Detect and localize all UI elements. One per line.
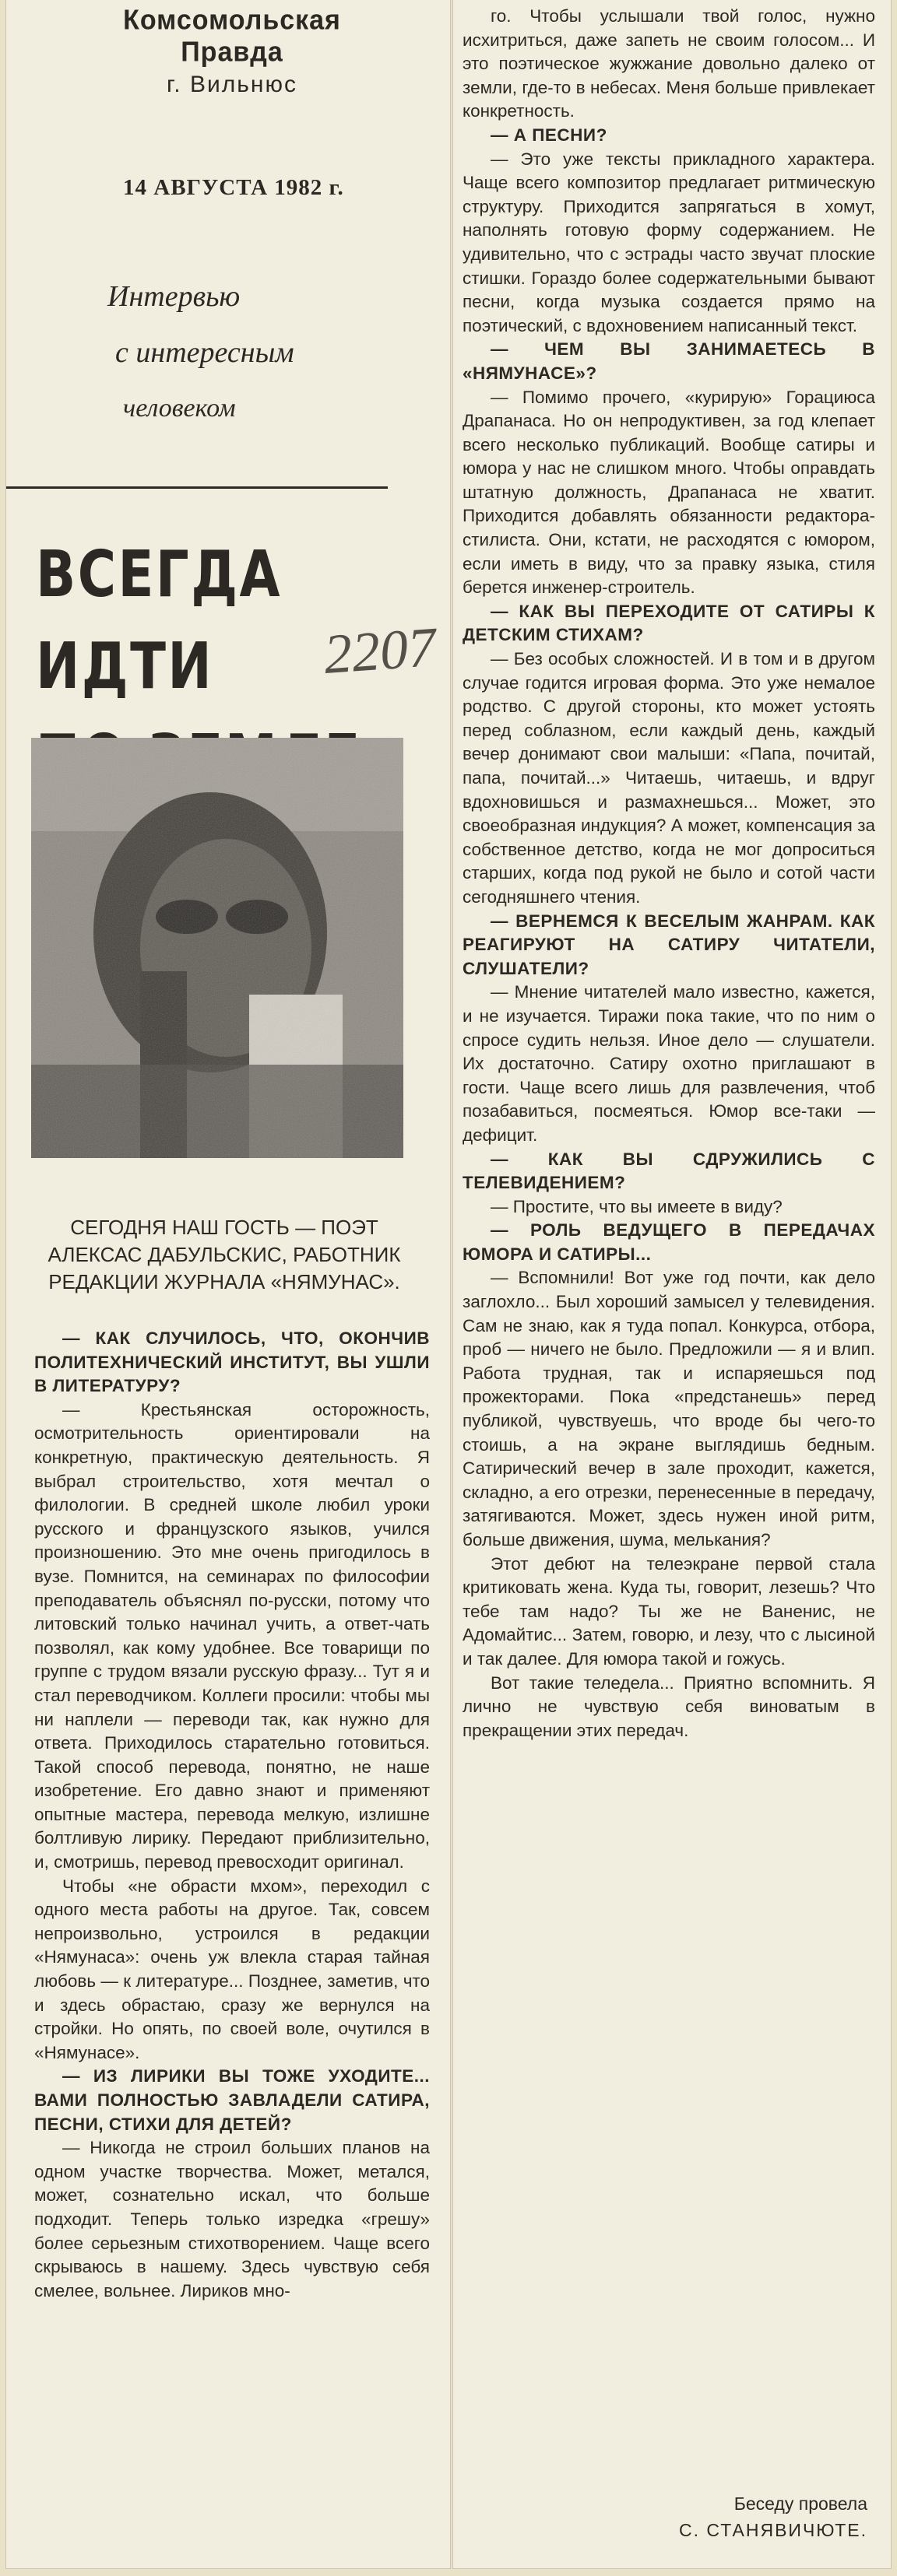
interview-answer: — Без особых сложностей. И в том и в другом случае годится игровая форма. Это уже немалое родство. С другой стороны, кто может устоять перед соблазном, если каждый день, каждый вечер донимают свои малыши: «Папа, почитай, папа, почитай...» Читаешь, читаешь, и вдруг вдохновишься и размахнешься... Может, это своеобразная индукция? А может, компенсация за собственное детство, когда не мог допроситься старших, когда под рукой не было и сотой части сегодняшнего чтения.	[463, 649, 875, 907]
interview-answer: Чтобы «не обрасти мхом», переходил с одного места работы на другое. Так, совсем непроизвольно, устроился в редакции «Нямунаса»: очень уж влекла старая тайная любовь — к литературе... Позднее, заметив, что и здесь обрастаю, сразу же вернулся на стройки. Но опять, по своей воле, очутился в «Нямунасе».	[34, 1876, 430, 2062]
portrait-photo	[31, 738, 403, 1158]
divider	[6, 486, 388, 489]
masthead	[76, 6, 388, 98]
interview-question: — ИЗ ЛИРИКИ ВЫ ТОЖЕ УХОДИТЕ... ВАМИ ПОЛНОСТЬЮ ЗАВЛАДЕЛИ САТИРА, ПЕСНИ, СТИХИ ДЛЯ ДЕТЕЙ?	[34, 2066, 430, 2134]
interview-answer: — Крестьянская осторожность, осмотрительность ориентировали на конкретную, практическую деятельность. Я выбрал строительство, хотя мечтал о филологии. В средней школе любил уроки русского и французского языков, учился произношению. Это мне очень пригодилось в вузе. Помнится, на семинарах по философии преподаватель объяснял по-русски, потому что литовский только начинал учить, а ответ-чать позволял, как кому удобнее. Все товарищи по группе с трудом вязали русскую фразу... Тут я и стал переводчиком. Коллеги просили: чтобы мы ни наплели — переводи так, как нужно для ответа. Приходилось старательно готовиться. Такой способ перевода, понятно, не наше изобретение. Его давно знают и применяют опытные мастера, перевода мелкую, излишне болтливую лирику. Передают приблизительно, и, смотришь, перевод превосходит оригинал.	[34, 1399, 430, 1872]
interview-answer: Этот дебют на телеэкране первой стала критиковать жена. Куда ты, говорит, лезешь? Что тебе там надо? Ты же не Ванениc, не Адомайтис... Затем, говорю, и лезу, что с лысиной и так далее. Для юмора такой и гожусь.	[463, 1553, 875, 1669]
right-clipping	[453, 0, 891, 2568]
left-column-text	[34, 1327, 430, 2303]
interview-question: — ЧЕМ ВЫ ЗАНИМАЕТЕСЬ В «НЯМУНАСЕ»?	[463, 339, 875, 383]
right-column-text	[463, 5, 875, 1742]
interview-question: — ВЕРНЕМСЯ К ВЕСЕЛЫМ ЖАНРАМ. КАК РЕАГИРУЮТ НА САТИРУ ЧИТАТЕЛИ, СЛУШАТЕЛИ?	[463, 911, 875, 978]
interview-question: — КАК СЛУЧИЛОСЬ, ЧТО, ОКОНЧИВ ПОЛИТЕХНИЧЕСКИЙ ИНСТИТУТ, ВЫ УШЛИ В ЛИТЕРАТУРУ?	[34, 1328, 430, 1396]
lead-paragraph: СЕГОДНЯ НАШ ГОСТЬ — ПОЭТ АЛЕКСАС ДАБУЛЬСКИС, РАБОТНИК РЕДАКЦИИ ЖУРНАЛА «НЯМУНАС».	[47, 1216, 401, 1293]
rubric-line: Интервью	[107, 280, 241, 313]
rubric	[107, 268, 388, 437]
interview-question: — КАК ВЫ СДРУЖИЛИСЬ С ТЕЛЕВИДЕНИЕМ?	[463, 1149, 875, 1193]
interview-question: — КАК ВЫ ПЕРЕХОДИТЕ ОТ САТИРЫ К ДЕТСКИМ СТИХАМ?	[463, 601, 875, 645]
interview-answer: — Никогда не строил больших планов на одном участке творчества. Может, метался, может, сознательно искал, что больше подходит. Теперь только изредка «грешу» более серьезным стихотворением. Чаще всего скрываюсь в нашему. Здесь чувствую себя смелее, вольнее. Лириков мно-	[34, 2138, 430, 2301]
byline-author: С. СТАНЯВИЧЮТЕ.	[678, 2520, 867, 2540]
interview-question: — РОЛЬ ВЕДУЩЕГО В ПЕРЕДАЧАХ ЮМОРА И САТИРЫ...	[463, 1220, 875, 1264]
handwritten-note: 2207	[322, 616, 438, 686]
interview-question: — А ПЕСНИ?	[491, 125, 607, 145]
interview-answer: — Это уже тексты прикладного характера. Чаще всего композитор предлагает ритмическую структуру. Приходится запрягаться в хомут, наполнять готовую форму содержанием. Не удивительно, что с эстрады часто звучат плоские стишки. Гораздо более содержательными бывают песни, когда музыка создается прямо на поэтический, с вдохновением написанный текст.	[463, 149, 875, 335]
interview-answer: — Помимо прочего, «курирую» Горациюса Драпанаса. Но он непродуктивен, за год клепает всего несколько публикаций. Вообще сатиры и юмора у нас не слишком много. Чтобы оправдать штатную должность, Драпанаса не хватит. Приходится добавлять обязанности редактора-стилиста. Они, кстати, не расходятся с юмором, если иметь в виду, что за правку языка, стиля берется инженер-строитель.	[463, 387, 875, 598]
byline	[587, 2490, 867, 2543]
rubric-line: с интересным	[115, 336, 294, 369]
interview-answer: — Простите, что вы имеете в виду?	[491, 1196, 783, 1216]
publication-date: 14 АВГУСТА 1982 г.	[123, 175, 344, 200]
newspaper-name: Комсомольская Правда	[123, 5, 341, 68]
byline-caption: Беседу провела	[733, 2494, 867, 2514]
left-clipping	[6, 0, 450, 2568]
portrait-image	[31, 738, 403, 1158]
rubric-line: человеком	[123, 394, 236, 423]
headline-line: ВСЕГДА ИДТИ	[36, 538, 283, 704]
interview-answer: Вот такие теледела... Приятно вспомнить. Я лично не чувствую себя виноватым в прекращении этих передач.	[463, 1672, 875, 1740]
interview-answer: — Мнение читателей мало известно, кажется, и не изучается. Тиражи пока такие, что по ним о спросе судить нельзя. Иное дело — слушатели. Их достаточно. Сатиру охотно приглашают в гости. Чаще всего лишь для развлечения, чтоб позабавиться, посмеяться. Юмор все-таки — дефицит.	[463, 982, 875, 1145]
newspaper-city: г. Вильнюс	[167, 72, 297, 97]
interview-answer: го. Чтобы услышали твой голос, нужно исхитриться, даже запеть не своим голосом... И это поэтическое жужжание довольно далеко от земли, где-то в небесах. Меня больше привлекает конкретность.	[463, 6, 875, 121]
interview-answer: — Вспомнили! Вот уже год почти, как дело заглохло... Был хороший замысел у телевидения. Сам не знаю, как я туда попал. Конкурса, отбора, проб — ничего не было. Предложили — я и влип. Работа трудная, так и испаряешься под прожекторами. Пока «предстанешь» перед публикой, чувствуешь, что вроде бы чего-то стоишь, а на экране выглядишь бедным. Сатирический вечер в зале проходит, кажется, складно, а его отрезки, перенесенные в передачу, затягиваются. Может, здесь нужен иной ритм, больше движения, шума, мелькания?	[463, 1268, 875, 1549]
